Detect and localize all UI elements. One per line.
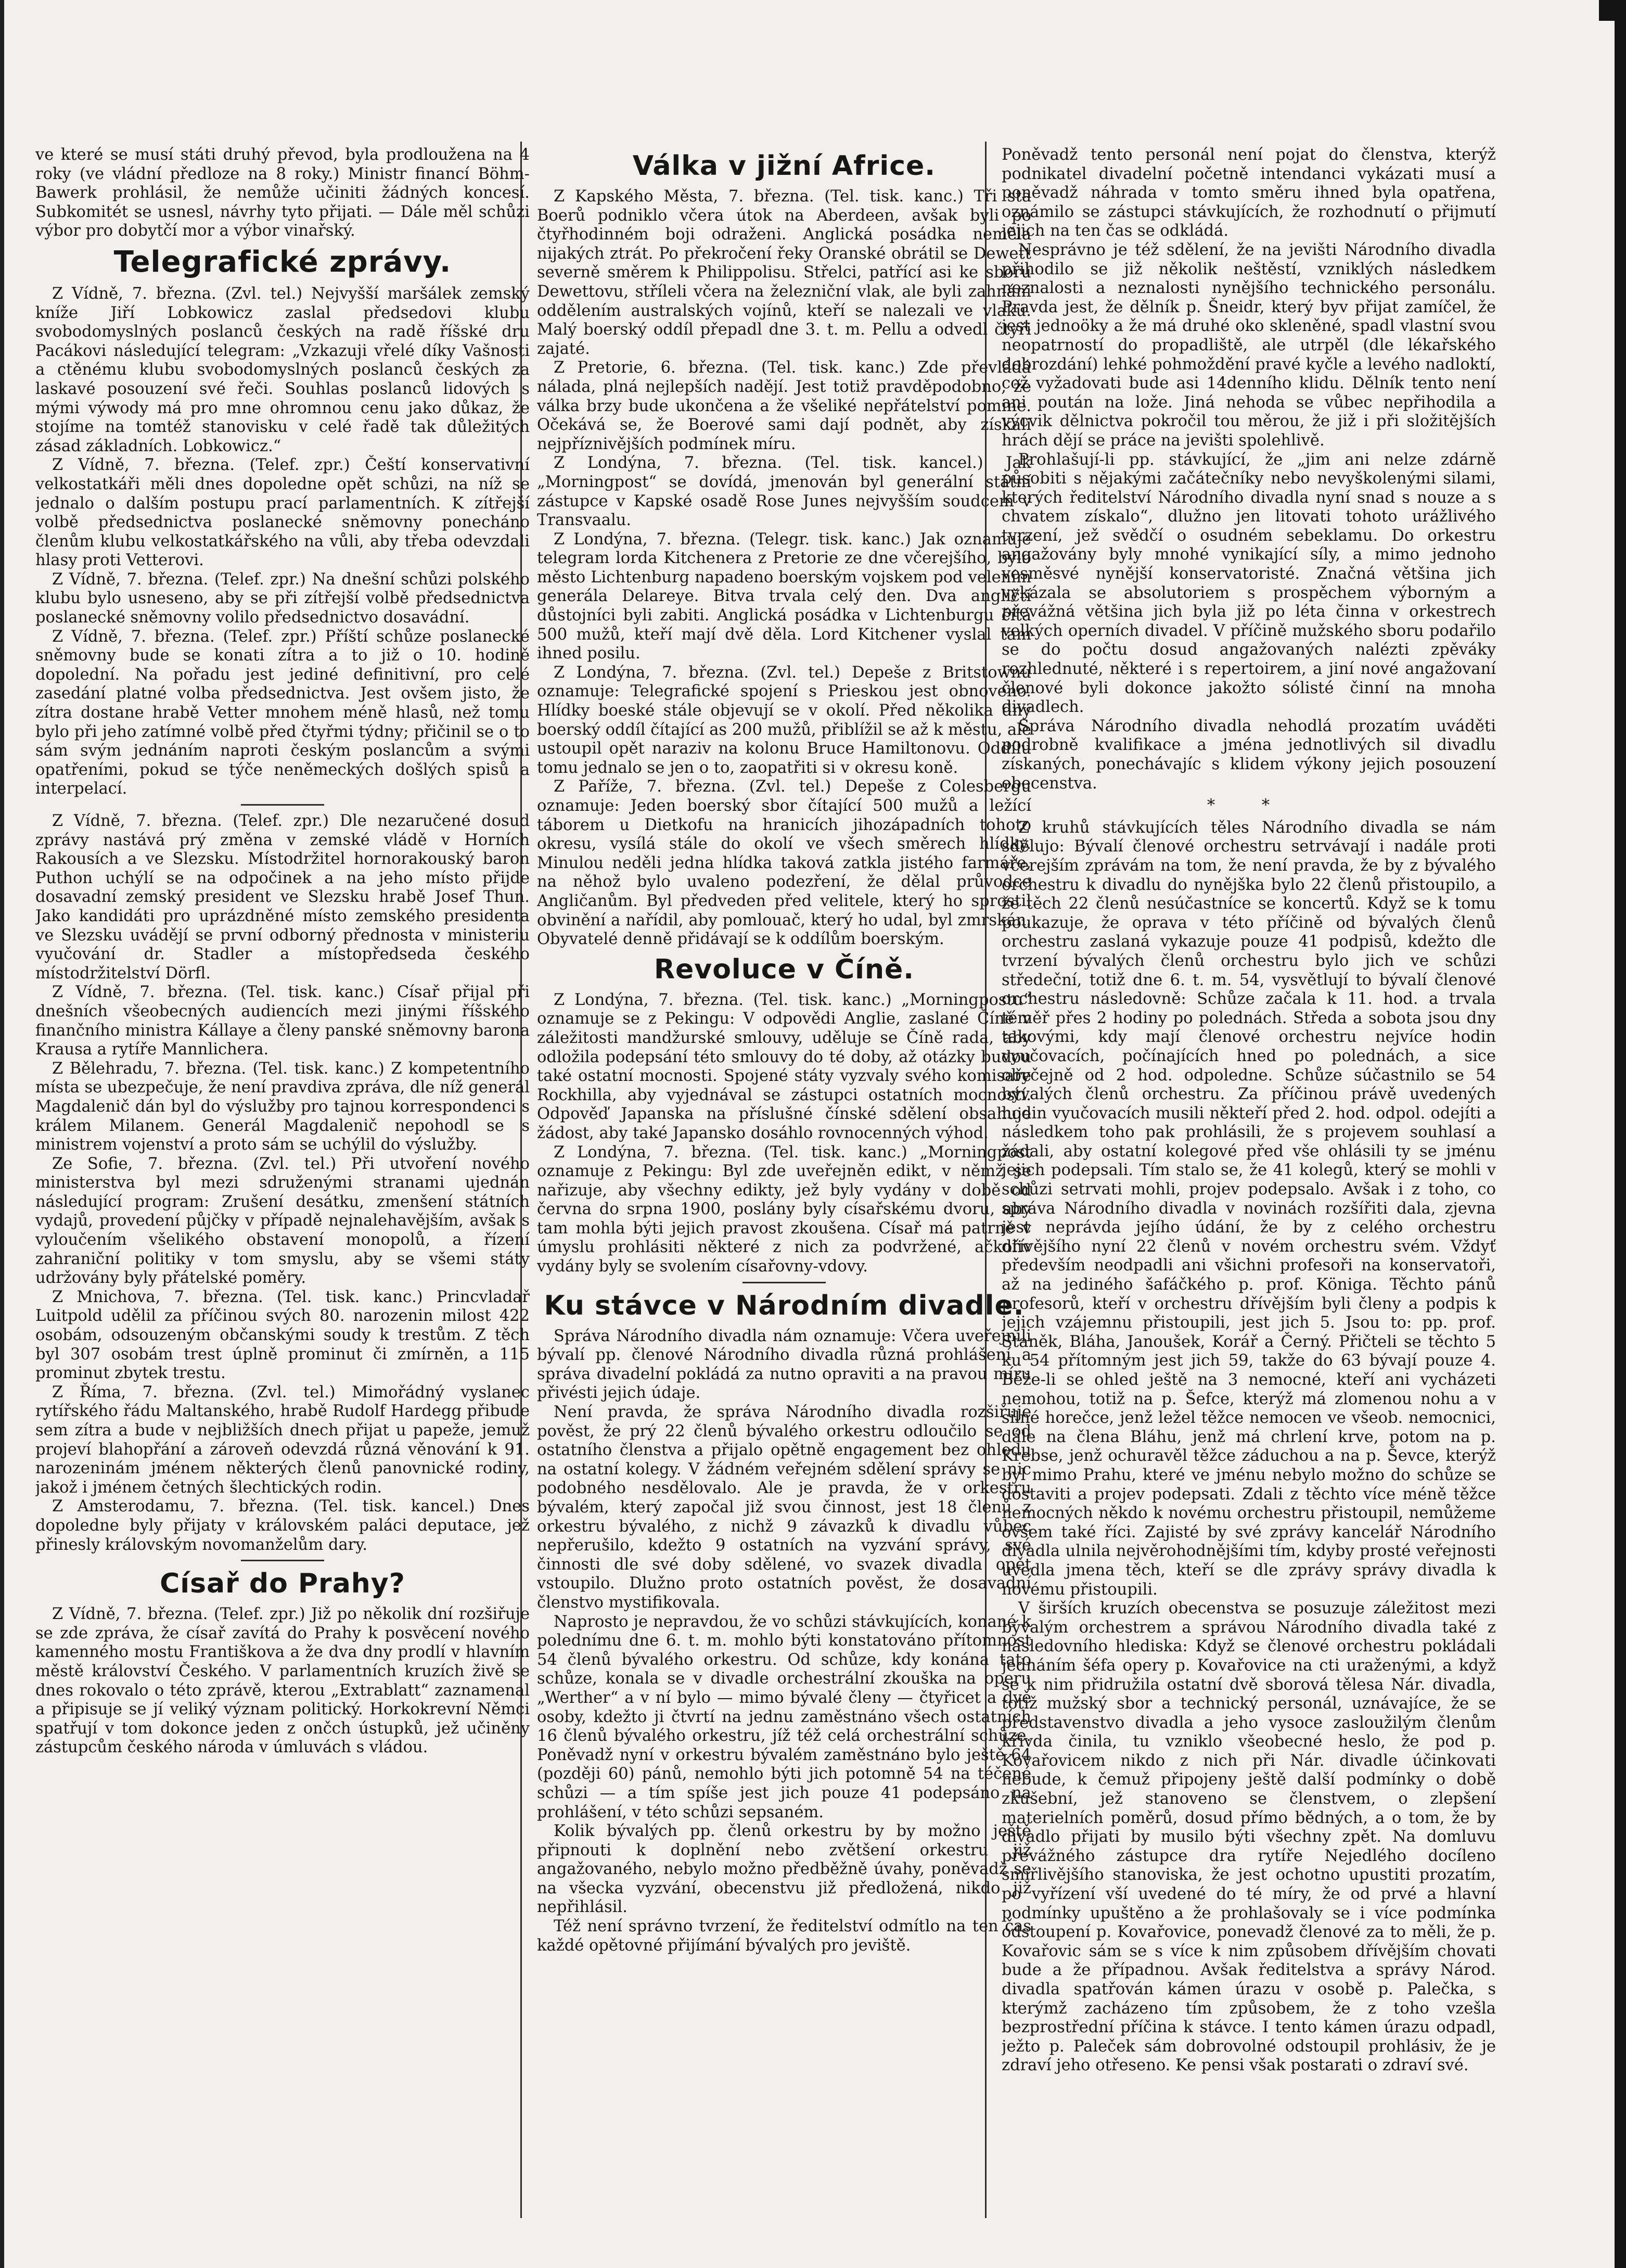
section-heading-cisar: Císař do Prahy?	[160, 1568, 405, 1600]
scan-edge-right	[1615, 0, 1626, 2268]
paragraph: Kolik bývalých pp. členů orkestru by by možno ještě připnouti k doplnění nebo zvětšení orkestru již angažovaného, nebylo možno předběžně úvahy, poněvadž se na všecka vyzvání, obecenstvu již předložená, nikdo již nepřihlásil.	[537, 1822, 1031, 1917]
paragraph: Správa Národního divadla nehodlá prozatím uváděti podrobně kvalifikace a jména jednotlivých sil divadlu získaných, ponechávajíc s klidem výkony jejich posouzení obecenstva.	[1002, 717, 1496, 793]
paragraph: Z Vídně, 7. března. (Zvl. tel.) Nejvyšší maršálek zemský kníže Jiří Lobkowicz zaslal předsedovi klubu svobodomyslných poslanců českých na radě říšské dru Pacákovi následující telegram: „Vzkazuji vřelé díky Vašnosti a ctěnému klubu svobodomyslných poslanců českých za laskavé posouzení své řeči. Souhlas poslanců lidových s mými výwody má pro mne ohromnou cenu jako důkaz, že stojíme na tomtéž stanovisku v celé řadě tak důležitých zásad základních. Lobkowicz.“	[35, 284, 530, 455]
paragraph: ve které se musí státi druhý převod, byla prodloužena na 4 roky (ve vládní předloze na 8 roky.) Ministr financí Böhm-Bawerk prohlásil, že nemůže učiniti žádných koncesí. Subkomitét se usnesl, návrhy tyto přijati. — Dále měl schůzi výbor pro dobytčí mor a výbor vinařský.	[35, 146, 530, 240]
paragraph: Z Londýna, 7. března. (Zvl. tel.) Depeše z Britstownu oznamuje: Telegrafické spojení s Prieskou jest obnoveno. Hlídky boeské stále objevují se v okolí. Před několika dny boerský oddíl čítající as 200 mužů, přiblížil se až k městu, ale ustoupil opět naraziv na kolonu Bruce Hamiltonovu. Oddílu tomu jednalo se jen o to, zaopatřiti si v okresu koně.	[537, 663, 1031, 777]
paragraph: Z Londýna, 7. března. (Tel. tisk. kanc.) „Morningpost oznamuje z Pekingu: Byl zde uveřejněn edikt, v němž se nařizuje, aby všechny edikty, jež byly vydány v době od června do srpna 1900, poslány byly císařskému dvoru, aby tam mohla býti jejich pravost zkoušena. Císař má patrně v úmyslu prohlásiti některé z nich za podvržené, ačkoliv vydány byly se svolením císařovny-vdovy.	[537, 1143, 1031, 1276]
paragraph: Z Londýna, 7. března. (Tel. tisk. kanc.) „Morningpostu“ oznamuje se z Pekingu: V odpovědi Anglie, zaslané Číně v záležitosti mandžurské smlouvy, uděluje se Číně rada, aby odložila podepsání této smlouvy do té doby, až otázky budou také ostatní mocnosti. Spojené státy vyzvaly svého komisaře Rockhilla, aby vyjednával se zástupci ostatních mocností. Odpověď Japanska na příslušné čínské sdělení obsahuje žádost, aby také Japansko dosáhlo rovnocenných výhod.	[537, 990, 1031, 1142]
paragraph: Z Říma, 7. března. (Zvl. tel.) Mimořádný vyslanec rytířského řádu Maltanského, hrabě Rudolf Hardegg přibude sem zítra a bude v nejbližších dnech přijat u papeže, jemuž projeví blahopřání a zároveň odevzdá různá věnování k 91. narozeninám jménem některých členů panovnické rodiny, jakož i jménem četných šlechtických rodin.	[35, 1383, 530, 1497]
paragraph: Správa Národního divadla nám oznamuje: Včera uveřejnili bývalí pp. členové Národního divadla různá prohlášení a správa divadelní pokládá za nutno opraviti a na pravou míru přivésti jejich údaje.	[537, 1327, 1031, 1403]
paragraph: Z Vídně, 7. března. (Telef. zpr.) Čeští konservativní velkostatkáři měli dnes dopoledne opět schůzi, na níž se jednalo o dalším postupu prací parlamentních. K zítřejší volbě předsednictva poslanecké sněmovny ponecháno členům klubu velkostatkářského na vůli, aby třeba odevzdali hlasy proti Vetterovi.	[35, 456, 530, 570]
paragraph: Z Vídně, 7. března. (Telef. zpr.) Již po několik dní rozšiřuje se zde zpráva, že císař zavítá do Prahy k posvěcení nového kamenného mostu Františkova a že dva dny prodlí v hlavním městě království Českého. V parlamentních kruzích živě se dnes rokovalo o této zprávě, kterou „Extrablatt“ zaznamenal a připisuje se jí veliký význam politický. Horkokrevní Němci spatřují v tom dokonce jeden z ončch ústupků, jež učiněny zástupcům českého národa v úmluvách s vládou.	[35, 1605, 530, 1757]
separator	[241, 804, 324, 806]
paragraph: Prohlašují-li pp. stávkující, že „jim ani nelze zdárně působiti s nějakými začátečníky nebo nevyškolenými silami, kterých ředitelství Národního divadla nyní snad s nouze a s chvatem získalo“, dlužno jen litovati tohoto urážlivého tvrzení, jež svědčí o osudném sebeklamu. Do orkestru angažovány byly mnohé vynikající síly, a mimo jednoho vesměsvé nynější konservatoristé. Značná většina jich vykázala se absolutoriem s prospěchem výborným a převážná většina jich byla již po léta činna v orkestrech velkých operních divadel. V příčině mužského sboru podařilo se do počtu dosud angažovaných nalézti zpěváky rozhlednuté, některé i s repertoirem, a jiní nové angažovaní členové byli dokonce jakožto sólisté činní na mnoha divadlech.	[1002, 450, 1496, 717]
paragraph: Z Vídně, 7. března. (Tel. tisk. kanc.) Císař přijal při dnešních všeobecných audiencích mezi jinými říšského finančního ministra Kállaye a členy panské sněmovny barona Krausa a rytíře Mannlichera.	[35, 983, 530, 1059]
separator	[742, 1282, 826, 1283]
paragraph: Ze Sofie, 7. března. (Zvl. tel.) Při utvoření nového ministerstva byl mezi sdruženými stranami ujednán následující program: Zrušení desátku, zmenšení státních vydajů, provedení půjčky v případě nejnalehavějším, avšak s vyloučením všelikého obstavení monopolů, a řízení zahraniční politiky v tom smyslu, aby se všemi státy udržovány byly přátelské poměry.	[35, 1154, 530, 1288]
paragraph: Z Vídně, 7. března. (Telef. zpr.) Dle nezaručené dosud zprávy nastává prý změna v zemské vládě v Horních Rakousích a ve Slezsku. Místodržitel hornorakouský baron Puthon uchýlí se na odpočinek a na jeho místo přijde dosavadní zemský president ve Slezsku hrabě Josef Thun. Jako kandidáti pro uprázdněné místo zemského presidenta ve Slezsku uvádějí se první odborný přednosta v ministeriu vyučování dr. Stadler a místopředseda českého místodržitelství Dörfl.	[35, 812, 530, 983]
paragraph: Poněvadž tento personál není pojat do členstva, kterýž podnikatel divadelní početně intendanci vykázati musí a poněvadž náhrada v tomto směru ihned byla opatřena, oznámilo se zástupci stávkujících, že rozhodnutí o přijmutí jejich na ten čas se odkládá.	[1002, 146, 1496, 240]
paragraph: Též není správno tvrzení, že ředitelství odmítlo na ten čas každé opětovné přijímání bývalých pro jeviště.	[537, 1917, 1031, 1955]
paragraph: Z Paříže, 7. března. (Zvl. tel.) Depeše z Colesbergu oznamuje: Jeden boerský sbor čítající 500 mužů a ležící táborem u Dietkofu na hranicích jihozápadních tohoto okresu, vysílá stále do okolí ve všech směrech hlídky. Minulou neděli jedna hlídka taková zatkla jistého farmáře, na něhož bylo uvaleno podezření, že dělal průvodce Angličanům. Byl předveden před velitele, který ho sprostil obvinění a nařídil, aby pomlouač, který ho udal, byl zmrskán. Obyvatelé denně přidávají se k oddílům boerským.	[537, 778, 1031, 949]
section-heading-stavce: Ku stávce v Národním divadle.	[544, 1290, 1025, 1321]
paragraph: Z Londýna, 7. března. (Telegr. tisk. kanc.) Jak oznamuje telegram lorda Kitchenera z Pretorie ze dne včerejšího, bylo město Lichtenburg napadeno boerským vojskem pod velením generála Delareye. Bitva trvala celý den. Dva angličtí důstojníci byli zabiti. Anglická posádka v Lichtenburgu čítá 500 mužů, kteří mají dvě děla. Lord Kitchener vyslal tam ihned posilu.	[537, 530, 1031, 663]
paragraph: Nesprávno je též sdělení, že na jevišti Národního divadla přihodilo se již několik neštěstí, vzniklých následkem neznalosti a neznalosti nynějšího technického personálu. Pravda jest, že dělník p. Šneidr, který byv přijat zamíčel, že jest jednoöky a že má druhé oko skleněné, spadl vlastní svou neopatrností do propadliště, ale utrpěl (dle lékařského dobrozdání) lehké pohmoždění pravé kyčle a levého nadloktí, což vyžadovati bude asi 14denního klidu. Dělník tento není ani poután na lože. Jiná nehoda se vůbec nepřihodila a výcvik dělnictva pokročil tou měrou, že již i při složitějších hrách dějí se práce na jevišti spolehlivě.	[1002, 240, 1496, 450]
paragraph: Z Kapského Města, 7. března. (Tel. tisk. kanc.) Tři sta Boerů podniklo včera útok na Aberdeen, avšak byli po čtyřhodinném boji odraženi. Anglická posádka neměla nijakých ztrát. Po překročení řeky Oranské obrátil se Dewett severně směrem k Philippolisu. Střelci, patřící asi ke sboru Dewettovu, stříleli včera na železniční vlak, ale byli zahnáni oddělením australských vojínů, kteří se nalezali ve vlaku. Malý boerský oddíl přepadl dne 3. t. m. Pellu a odvedl čtyři zajaté.	[537, 187, 1031, 358]
paragraph: Z Amsterodamu, 7. března. (Tel. tisk. kancel.) Dnes dopoledne byly přijaty v královském paláci deputace, jež přinesly královským novomanželům dary.	[35, 1497, 530, 1554]
paragraph: Z Londýna, 7. března. (Tel. tisk. kancel.) Jak „Morningpost“ se dovídá, jmenován byl generální státní zástupce v Kapské osadě Rose Junes nejvyšším soudcem v Transvaalu.	[537, 454, 1031, 530]
section-heading-valka: Válka v jižní Africe.	[632, 150, 936, 182]
paragraph: Není pravda, že správa Národního divadla rozšiřuje pověst, že prý 22 členů bývalého orkestru odloučilo se od ostatního členstva a přijalo opětně engagement bez ohledu na ostatní kolegy. V žádném veřejném sdělení správy se nic podobného nesdělovalo. Ale je pravda, že v orkestru bývalém, který započal již svou činnost, jest 18 členů z orkestru bývalého, z nichž 9 závazků k divadlu vůbec nepřerušilo, kdežto 9 ostatních na vyzvání správy, své činnosti dle své doby sdělené, vo svazek divadla opět vstoupilo. Dlužno proto ostatních pověst, že dosavadní členstvo mystifikovala.	[537, 1403, 1031, 1612]
paragraph: Z Mnichova, 7. března. (Tel. tisk. kanc.) Princvladař Luitpold udělil za příčinou svých 80. narozenin milost 422 osobám, odsouzeným občanskými soudy k trestům. Z těch byl 307 osobám trest úplně prominut či zmírněn, a 115 prominut zbytek trestu.	[35, 1288, 530, 1383]
paragraph: Z Pretorie, 6. března. (Tel. tisk. kanc.) Zde převládá nálada, plná nejlepších nadějí. Jest totiž pravděpodobno, že válka brzy bude ukončena a že všeliké nepřátelství pomine. Očekává se, že Boerové sami dají podnět, aby získali nejpříznivějších podmínek míru.	[537, 359, 1031, 453]
paragraph: Z Vídně, 7. března. (Telef. zpr.) Příští schůze poslanecké sněmovny bude se konati zítra a to již o 10. hodině dopolední. Na pořadu jest jediné definitivní, pro celé zasedání platné volba předsednictva. Jest ovšem jisto, že zítra dostane hrabě Vetter mnohem méně hlasů, než tomu bylo při jeho zatímné volbě před čtyřmi týdny; přičinil se o to sám svým jednáním naproti českým poslancům a svými opatřeními, pokud se týče neněmeckých došlých spisů a interpelací.	[35, 627, 530, 798]
scan-edge-left	[0, 0, 4, 2268]
section-heading-telegrafic: Telegrafické zprávy.	[113, 245, 452, 279]
column-1	[35, 146, 530, 2222]
section-heading-revoluce: Revoluce v Číně.	[654, 953, 914, 985]
paragraph: Naprosto je nepravdou, že vo schůzi stávkujících, konané k polednímu dne 6. t. m. mohlo býti konstatováno přítomnost 54 členů bývalého orkestru. Od schůze, kdy konána tato schůze, konala se v divadle orchestrální zkouška na operu „Werther“ a v ní bylo — mimo bývalé členy — čtyřicet a dvě osoby, kdežto ji čtvrtí na jednu zaměstnáno všech ostatních 16 členů bývalého orkestru, jíž též celá orchestrální schůze. Poněvadž nyní v orkestru bývalém zaměstnáno bylo ještě 64 (později 60) pánů, nemohlo býti jich potomně 54 na téčené schůzi — a tím spíše jest jich pouze 41 podepsáno na prohlášení, v této schůzi sepsaném.	[537, 1612, 1031, 1821]
section-stars: * *	[1207, 796, 1291, 815]
paragraph: V širších kruzích obecenstva se posuzuje záležitost mezi bývalým orchestrem a správou Národního divadla také z následovního hlediska: Když se členové orchestru pokládali jednáním šéfa opery p. Kovařovice na cti uraženými, a když se k nim přidružila ostatní dvě sborová tělesa Nár. divadla, totiž mužský sbor a technický personál, uznávajíce, že se představenstvo divadla a jeho vysoce zasloužilým členům křivda činila, tu vzniklo všeobecné heslo, že pod p. Kovařovicem nikdo z nich při Nár. divadle účinkovati nebude, k čemuž připojeny ještě další podmínky o době zkušební, jež stanoveno se členstvem, o zlepšení materielních poměrů, dosud přímo bědných, a o tom, že by divadlo přijati by musilo býti všechny zpět. Na domluvu převážného zástupce dra rytíře Nejedlého docíleno smířlivějšího stanoviska, že jest ochotno upustiti prozatím, po vyřízení vší uvedené do té míry, že od prvé a hlavní podmínky upuštěno a že prohlašovaly se i více podmínka odstoupení p. Kovařovice, ponevadž členové za to měli, že p. Kovařovic sám se s více k nim způsobem dřívějším chovati bude a že případnou. Avšak ředitelstva a správy Národ. divadla spatřován kámen úrazu v osobě p. Palečka, s kterýmž zacházeno tím způsobem, že z toho vzešla bezprostřední příčina k stávce. I tento kámen úrazu odpadl, ježto p. Paleček sám dobrovolné odstoupil prohlásiv, že je zdraví jeho otřeseno. Ke pensi však postarati o zdraví své.	[1002, 1599, 1496, 2075]
column-3	[1002, 146, 1496, 2222]
paragraph: Z Vídně, 7. března. (Telef. zpr.) Na dnešní schůzi polského klubu bylo usneseno, aby se při zítřejší volbě předsednictva poslanecké sněmovny volilo předsednictvo dosavádní.	[35, 570, 530, 627]
scan-edge-corner	[1599, 0, 1615, 21]
column-2	[537, 146, 1031, 2222]
separator	[241, 1560, 324, 1561]
paragraph: Z kruhů stávkujících těles Národního divadla se nám sdělujo: Bývalí členové orchestru setrvávají i nadále proti včerejším zprávám na tom, že není pravda, že by z bývalého orchestru k divadlu do nynějška bylo 22 členů přistoupilo, a že těch 22 členů nesúčastníce se koncertů. Když se k tomu poukazuje, že oprava v této příčině od bývalých členů orchestru zaslaná vykazuje pouze 41 podpisů, kdežto dle tvrzení bývalých členů orchestru bylo jich ve schůzi středeční, totiž dne 6. t. m. 54, vysvětlují to bývalí členové orchestru následovně: Schůze začala k 11. hod. a trvala téměř přes 2 hodiny po polednách. Středa a sobota jsou dny takovými, kdy mají členové orchestru nejvíce hodin vyučovacích, počínajících hned po polednách, a sice obyčejně od 2 hod. odpoledne. Schůze súčastnilo se 54 bývalých členů orchestru. Za příčinou právě uvedených hodin vyučovacích musili někteří před 2. hod. odpol. odejíti a následkem toho pak prohlásili, že s projevem souhlasí a žádali, aby ostatní kolegové před vše ohlásili ty se jménu jejich podepsali. Tím stalo se, že 41 kolegů, který se mohli v schůzi setrvati mohli, projev podepsalo. Avšak i z toho, co správa Národního divadla v novinách rozšířiti dala, zjevna jest neprávda jejího údání, že by z celého orchestru dřívějšího nyní 22 členů v novém orchestru svém. Vždyť především neodpadli ani všichni profesoři na konservatoři, až na jediného šafáčkého p. prof. Königa. Těchto pánů profesorů, kteří v orchestru dřívějším byli členy a podpis k jejich vzájemnu přistoupili, jest jich 5. Jsou to: pp. prof. Staněk, Bláha, Janoušek, Korář a Černý. Přičteli se těchto 5 ku 54 přítomným jest jich 59, takže do 63 bývají pouze 4. Běže-li se ohled ještě na 3 nemocné, kteří ani vycházeti nemohou, totiž na p. Šefce, kterýž má zlomenou nohu a v silné horečce, jenž ležel těžce nemocen ve všeob. nemocnici, dále na člena Bláhu, jenž má chrlení krve, potom na p. Krebse, jenž ochuravěl těžce záduchou a na p. Ševce, kterýž byl mimo Prahu, které ve jménu nebylo možno do schůze se dostaviti a projev podepsati. Zdali z těchto více méně těžce nemocných někdo k novému orchestru přistoupil, nemůžeme ovšem také říci. Zajisté by své zprávy kancelář Národního divadla ulnila nejvěrohodnějšími tím, kdyby prosté veřejnosti uvedla jmena těch, kteří se dle zprávy správy divadla k novému přistoupili.	[1002, 818, 1496, 1599]
paragraph: Z Bělehradu, 7. března. (Tel. tisk. kanc.) Z kompetentního místa se ubezpečuje, že není pravdiva zpráva, dle níž generál Magdalenič dán byl do výslužby pro tajnou korrespondenci s králem Milanem. Generál Magdalenič nepohodl se s ministrem vojenství a proto sám se uchýlil do výslužby.	[35, 1059, 530, 1154]
